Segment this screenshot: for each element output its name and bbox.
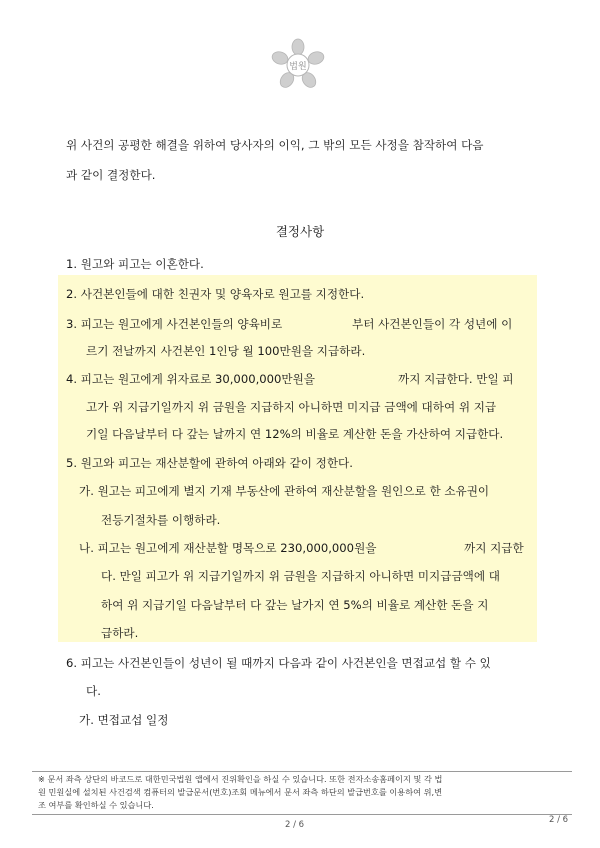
item-1: 1. 원고와 피고는 이혼한다. — [66, 257, 204, 271]
item-4-line-3: 기일 다음날부터 다 갚는 날까지 연 12%의 비율로 계산한 돈을 가산하여 지급한다. — [86, 427, 504, 441]
page-number-corner: 2 / 6 — [549, 815, 569, 825]
item-6-line-1: 6. 피고는 사건본인들이 성년이 될 때까지 다음과 같이 사건본인을 면접교섭 할 수 있 — [66, 656, 491, 670]
item-5-ga-line-1: 가. 원고는 피고에게 별지 기재 부동산에 관하여 재산분할을 원인으로 한 소유권이 — [79, 484, 490, 498]
item-3-line-1b: 부터 사건본인들이 각 성년에 이 — [352, 317, 513, 331]
item-4-line-1a: 4. 피고는 원고에게 위자료로 30,000,000만원을 — [66, 372, 315, 386]
item-4-line-1b: 까지 지급한다. 만일 피 — [398, 372, 514, 386]
item-5: 5. 원고와 피고는 재산분할에 관하여 아래와 같이 정한다. — [66, 456, 353, 470]
item-5-na-line-1b: 까지 지급한 — [464, 541, 524, 555]
page-number: 2 / 6 — [285, 820, 305, 830]
footer-line-1: ※ 문서 좌측 상단의 바코드로 대한민국법원 앱에서 진위확인을 하실 수 있습니다. 또한 전자소송홈페이지 및 각 법 — [38, 774, 443, 784]
item-5-na-line-1a: 나. 피고는 원고에게 재산분할 명목으로 230,000,000원을 — [79, 541, 377, 555]
item-5-ga-line-2: 전등기절차를 이행하라. — [101, 513, 221, 527]
item-2: 2. 사건본인들에 대한 친권자 및 양육자로 원고를 지정한다. — [66, 287, 365, 301]
footer-line-2: 원 민원실에 설치된 사건검색 컴퓨터의 발급문서(번호)조회 메뉴에서 문서 좌측 하단의 발급번호를 이용하여 위,변 — [38, 787, 443, 797]
intro-line-1: 위 사건의 공평한 해결을 위하여 당사자의 이익, 그 밖의 모든 사정을 참작하여 다음 — [66, 138, 484, 152]
item-5-na-line-2: 다. 만일 피고가 위 지급기일까지 위 금원을 지급하지 아니하면 미지급금액에 대 — [101, 569, 500, 583]
item-6-sub: 가. 면접교섭 일정 — [79, 713, 169, 727]
court-seal-icon — [269, 38, 327, 92]
section-heading: 결정사항 — [275, 224, 325, 239]
item-3-line-2: 르기 전날까지 사건본인 1인당 월 100만원을 지급하라. — [86, 344, 366, 358]
item-4-line-2: 고가 위 지급기일까지 위 금원을 지급하지 아니하면 미지급 금액에 대하여 위 지급 — [86, 400, 497, 414]
item-3-line-1a: 3. 피고는 원고에게 사건본인들의 양육비로 — [66, 317, 283, 331]
seal-label: 법원 — [289, 62, 307, 72]
item-6-line-2: 다. — [86, 684, 101, 698]
item-5-na-line-3: 하여 위 지급기일 다음날부터 다 갚는 날가지 연 5%의 비율로 계산한 돈을 지 — [101, 598, 489, 612]
item-5-na-line-4: 급하라. — [101, 626, 139, 640]
intro-line-2: 과 같이 결정한다. — [66, 168, 156, 182]
footer-notice — [32, 771, 572, 815]
footer-line-3: 조 여부를 확인하실 수 있습니다. — [38, 800, 154, 810]
